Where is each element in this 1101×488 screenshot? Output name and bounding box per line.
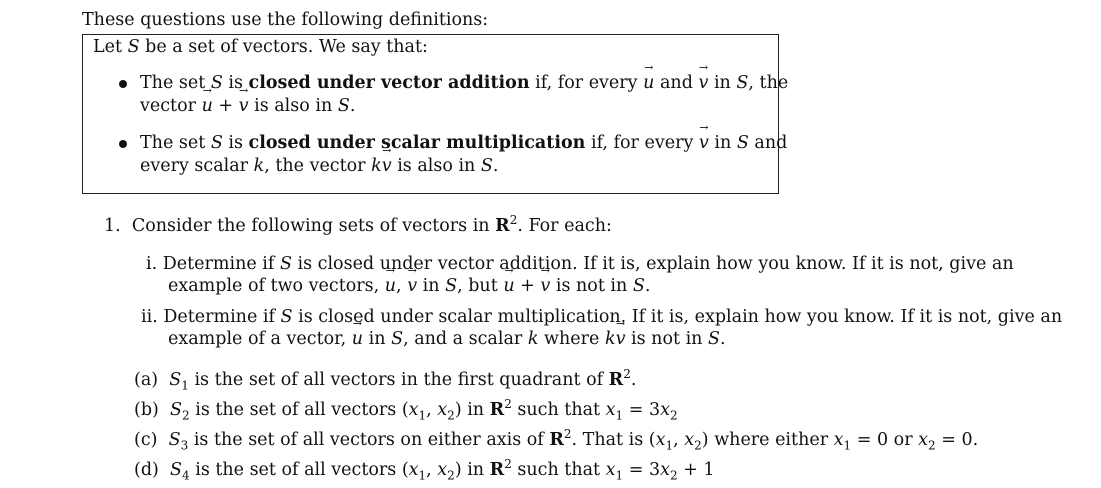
term-scalar-multiplication: closed under scalar multiplication bbox=[248, 133, 586, 153]
sub-ii-line-1: ii. Determine if S is closed under scalar multiplication. If it is, explain how you know. If it is not, give an bbox=[141, 307, 1063, 327]
bullet-2-line-2: every scalar k, the vector k→ v is also in S. bbox=[140, 155, 498, 177]
part-a: (a) $S_1$ is the set of all vectors in the first quadrant of $R^2$. bbox=[134, 367, 637, 393]
part-d: (d) $S_4$ is the set of all vectors ($x_1$, $x_2$) in $R^2$ such that $x_1 = 3x_2 + 1$ bbox=[134, 457, 715, 483]
part-c: (c) $S_3$ is the set of all vectors on either axis of $R^2$. That is ($x_1$, $x_2$) where either $x_1 = 0$ or $x_2 = 0$. bbox=[134, 427, 979, 453]
part-b: (b) $S_2$ is the set of all vectors ($x_1$, $x_2$) in $R^2$ such that $x_1 = 3x_2$ bbox=[134, 397, 678, 423]
bullet-2-line-1: The set S is closed under scalar multiplication if, for every → v in S and bbox=[140, 132, 787, 154]
sub-i-line-2: example of two vectors, → u, → v in S, but → u + → v is not in S. bbox=[168, 275, 650, 297]
bullet-1-line-1: The set S is closed under vector addition if, for every → u and → v in S, the bbox=[140, 72, 788, 94]
bullet-1-line-2: vector → u + → v is also in S. bbox=[140, 95, 355, 117]
sub-ii-line-2: example of a vector, → u in S, and a scalar k where k→ v is not in S. bbox=[168, 328, 726, 350]
intro-text: These questions use the following definitions: bbox=[82, 10, 489, 30]
term-vector-addition: closed under vector addition bbox=[248, 73, 530, 93]
sub-i-line-1: i. Determine if S is closed under vector addition. If it is, explain how you know. If it is not, give an bbox=[146, 254, 1014, 274]
definition-lead: Let S be a set of vectors. We say that: bbox=[93, 37, 428, 57]
bullet-2-dot bbox=[119, 140, 127, 148]
question-1-prompt: 1. Consider the following sets of vectors in $R^2$. For each: bbox=[104, 213, 612, 236]
bullet-1-dot bbox=[119, 80, 127, 88]
